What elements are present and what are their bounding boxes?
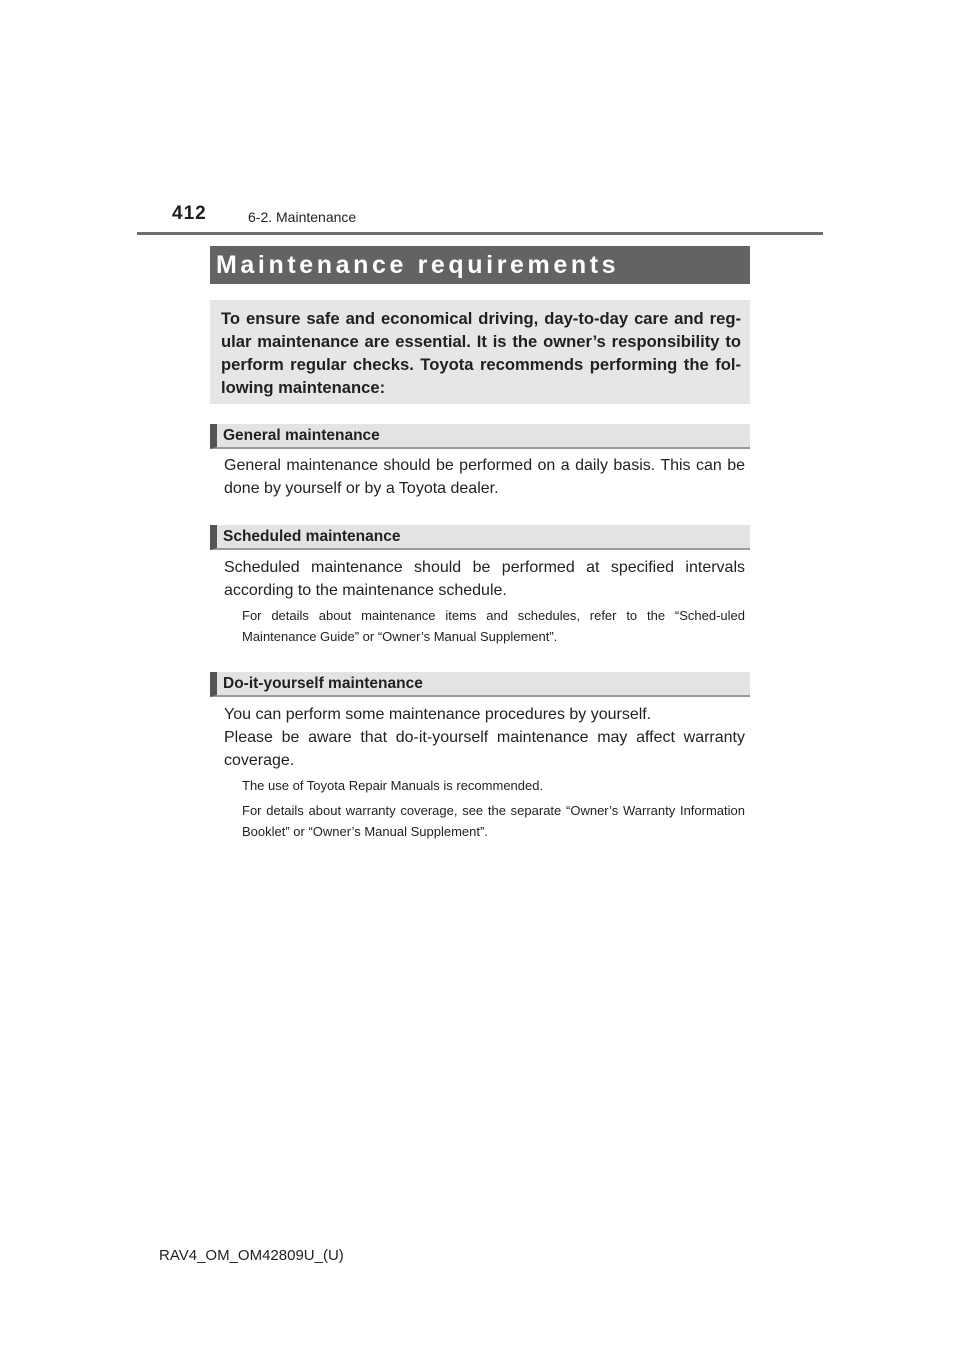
diy-maintenance-heading-text: Do-it-yourself maintenance xyxy=(223,674,423,692)
intro-box xyxy=(210,300,750,404)
diy-maintenance-body-1: You can perform some maintenance procedures by yourself. xyxy=(224,706,652,723)
general-maintenance-body: General maintenance should be performed on a daily basis. This can be done by yourself or by a Toyota dealer. xyxy=(224,457,745,497)
page-number: 412 xyxy=(172,203,207,224)
diy-maintenance-note-2: For details about warranty coverage, see the separate “Owner’s Warranty Information Booklet” or “Owner’s Manual Supplement”. xyxy=(242,803,745,839)
scheduled-maintenance-heading xyxy=(210,525,750,550)
header-rule xyxy=(137,232,823,235)
intro-text: To ensure safe and economical driving, day-to-day care and reg-ular maintenance are essential. It is the owner’s responsibility to perform regular checks. Toyota recommends performing the fol-lowing maintenance: xyxy=(221,309,741,397)
scheduled-maintenance-heading-text: Scheduled maintenance xyxy=(223,527,401,545)
general-maintenance-heading-text: General maintenance xyxy=(223,426,380,444)
general-maintenance-heading xyxy=(210,424,750,449)
section-label: 6-2. Maintenance xyxy=(248,209,357,225)
diy-maintenance-heading xyxy=(210,672,750,697)
diy-maintenance-body-2: Please be aware that do-it-yourself maintenance may affect warranty coverage. xyxy=(224,729,745,769)
scheduled-maintenance-note: For details about maintenance items and schedules, refer to the “Sched-uled Maintenance Guide” or “Owner’s Manual Supplement”. xyxy=(242,608,745,644)
scheduled-maintenance-body: Scheduled maintenance should be performed at specified intervals according to the maintenance schedule. xyxy=(224,559,745,599)
diy-maintenance-note-1: The use of Toyota Repair Manuals is recommended. xyxy=(242,778,544,793)
page-title: Maintenance requirements xyxy=(216,250,620,279)
title-bar xyxy=(210,246,750,284)
footer-code: RAV4_OM_OM42809U_(U) xyxy=(159,1247,344,1264)
